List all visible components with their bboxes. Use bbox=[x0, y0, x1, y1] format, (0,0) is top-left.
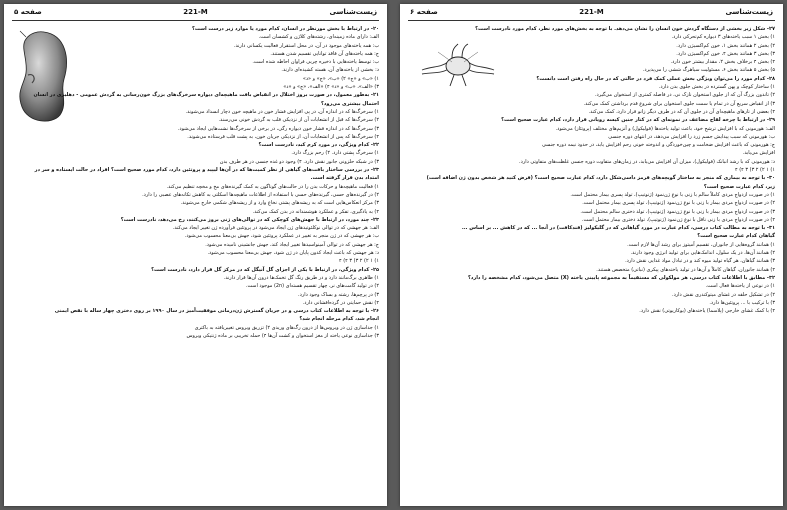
option-line: ۴) بعضی از تارهای ماهیچه‌ای آن در جلوی آن که در طرف دیگر زانو قرار دارد، کمک می‌کند. bbox=[588, 108, 775, 115]
option-line: ۱) در نوعی از یاخته‌ها فعال است. bbox=[705, 283, 775, 290]
question-line: ۳۱- با توجه به مطالب کتاب درسی، کدام عبارت در مورد گیاهانی که در گلیکولیز (قند‌کافت) در آنجا ... که در کاهش ... بر اساس ... bbox=[461, 225, 775, 232]
question-line: انجام شد، کدام مرحله انجام شد؟ bbox=[299, 316, 379, 323]
header-rule bbox=[408, 20, 775, 21]
question-line: ۲۴- چند مورد، در ارتباط با جهش‌های کوچکی که در توالی‌های ژنی بروز می‌کنند، رخ می‌دهد، نادرست است؟ bbox=[120, 216, 379, 223]
option-line: ۲) سرخرگ‌ها که قبل از انشعابات آن از نزدیکی قلب به گردش خونی می‌رسند. bbox=[218, 117, 379, 124]
option-line: د: هورمونی که با رشد انبانک (فولیکول)، میزان آن افزایش می‌یابد، در زمان‌های متفاوت دوره جنسی غلظت‌های متفاوتی دارد. bbox=[519, 158, 775, 165]
option-line: ۱) فعالیت ماهیچه‌ها و حرکات بدن را در حالت‌های گوناگون به کمک گیرنده‌های مخ و مخچه تنظیم می‌کند. bbox=[166, 183, 379, 190]
option-line: ۳) «الف»، «ب» و «د» ۴) «الف»، «ج» و «د» bbox=[283, 84, 379, 91]
option-line: د: هر جهشی که باعث ایجاد کدون پایان در ژن شود، جهش بی‌معنا محسوب می‌شود. bbox=[207, 250, 379, 257]
option-line: ۱) در صورت ازدواج مردی کاملاً سالم با زنی با نوع ژن‌نمود (ژنوتیپ)، تولد پسری بیمار محتمل است. bbox=[570, 191, 775, 198]
option-line: ۳) در صورت ازدواج مردی بیمار با زنی با نوع ژن‌نمود (ژنوتیپ)، تولد دختری سالم محتمل است. bbox=[580, 208, 775, 215]
question-line: ۳۲- مطابق با اطلاعات کتاب درسی، هر مولکولی که مستقیماً به مجموعه پایینی یاخته (X) متصل می‌شود، کدام مشخصه را دارد؟ bbox=[467, 274, 775, 281]
option-line: ۲) همانند آن‌ها، در یک سلول، اندامک‌هایی برای تولید انرژی وجود دارند. bbox=[630, 250, 775, 257]
option-line: ۲) تاندون بزرگ آن که از جلوی استخوان نازک نی، در فاصله کمتری از استخوان می‌گیرد. bbox=[594, 92, 775, 99]
option-line: ۱) سرخرگ پشتی دارد. ۲) رحم بزرگ دارد. bbox=[291, 150, 379, 157]
option-line: ج: هر جهشی که در توالی آمینواسیدها تغییر ایجاد کند، جهش جانشینی نامیده می‌شود. bbox=[205, 241, 379, 248]
option-line: ج: هورمونی که باعث افزایش ضخامت و چین‌خوردگی و اندوخته خونی رحم افزایش یابد، در حدود نیمه دوره جنسی bbox=[541, 142, 775, 149]
option-line: الف: دارای ماده زمینه‌ای، رشته‌های کلاژن و کشسان است. bbox=[258, 34, 379, 41]
option-line: ۳) سرخرگ‌ها که در اندازه فشار خون دیواره رگی، در برخی از سرخرگ‌ها نشت‌هایی ایجاد می‌شود. bbox=[177, 125, 379, 132]
option-line: ۱) همانند گروه‌هایی از جانوران، تقسیم آمیتوز برای رشد آن‌ها لازم است. bbox=[627, 241, 775, 248]
option-line: ۴) در صورت ازدواج مردی با زنی ناقل با نوع ژن‌نمود (ژنوتیپ)، تولد دختری بیمار محتمل است. bbox=[581, 216, 775, 223]
option-line: د: بخشی از یاخته‌های آن، هسته کشیده‌ای دارند. bbox=[281, 67, 379, 74]
option-line: ۲) در تولید گامت‌های نر، چهار تقسیم هسته‌ای (2n) موجود است. bbox=[245, 283, 379, 290]
page-number: صفحه ۶ bbox=[410, 8, 438, 16]
exam-page-left bbox=[4, 4, 387, 506]
question-line: ۲۳- در بررسی ساختار بافت‌های گیاهی از نظر کمیت‌ها که در آن‌ها لیپید و پروتئین دارد، کدام مورد صحیح است؟ افراد در حالت ایستاده و سر در bbox=[34, 167, 379, 174]
page-number: صفحه ۵ bbox=[14, 8, 42, 16]
question-list-right bbox=[408, 25, 775, 502]
option-line: ۳) جداسازی نوعی یاخته از مغز استخوان و کشت آن‌ها ۴) حمله تخریبی بر ماده ژنتیکی ویروس bbox=[186, 332, 379, 339]
subject-title: زیست‌شناسی bbox=[329, 8, 377, 16]
question-line: گیاهان کدام عبارت صحیح است؟ bbox=[697, 233, 775, 240]
exam-code: 221-M bbox=[579, 8, 604, 16]
question-line: احتمال بیشتری می‌رود؟ bbox=[320, 100, 379, 107]
option-line: ۱) ۱ ۲) ۲ ۳) ۳ ۴) ۴ bbox=[339, 258, 379, 265]
option-line: ۱) «ب» و «ج» ۲) «ب»، «ج» و «د» bbox=[302, 75, 379, 82]
option-line: ۳) در شبکه حلزونی جانور نقش دارد. ۴) وجود دو غده جنسی در هر طرف بدن bbox=[219, 158, 379, 165]
option-line: ۲) در گیرنده‌های حسی، گیرنده‌های حسی با استفاده از اطلاعات ماهیچه‌ها اسکلتی به کاهش تکانه‌های عصبی را دارد. bbox=[142, 191, 379, 198]
option-line: ۱) جداسازی ژن در ویروس‌ها از درون رگ‌های وریدی ۲) تزریق ویروس تغییریافته به باکتری bbox=[194, 324, 379, 331]
question-line: ۳۰- با توجه به بیماری که منجر به ساختار گویچه‌های قرمز داسی‌شکل دارد، کدام عبارت صحیح است؟ (فرض کنید هر شخص بدون ژن اضافه است) bbox=[426, 175, 775, 182]
option-line: ۲) بخش ۲ همانند بخش ۱، خون کم‌اکسیژن دارد. bbox=[676, 42, 775, 49]
option-line: الف: هورمونی که با افزایش ترشح خود، باعث تولید یاخته‌ها (فولیکول) و آنزیم‌های مختلف (پروتئاز) می‌شود. bbox=[555, 125, 775, 132]
option-line: ب: توسط یاخته‌هایی با ذخیره چربی فراوان احاطه شده است. bbox=[252, 59, 379, 66]
option-line: ب: هورمونی که سبب پیدایش جسم زرد را افزایش می‌دهد، در انتهای دوره جنسی bbox=[608, 133, 775, 140]
option-line: ۲) در صورت ازدواج مردی بیمار با زنی با نوع ژن‌نمود (ژنوتیپ)، تولد پسری بیمار محتمل است. bbox=[582, 200, 775, 207]
option-line: ۳) بخش ۳ همانند بخش ۴، خون کم‌اکسیژن دارد. bbox=[676, 50, 775, 57]
option-line: ۴) سرخرگ‌ها که پس از انشعابات آن، از نزدیکی جریان خون، به پشت قلب فرستاده می‌شوند. bbox=[187, 133, 379, 140]
subject-title: زیست‌شناسی bbox=[725, 8, 773, 16]
page-header bbox=[408, 7, 775, 21]
option-line: ۴) همانند جانوران، گیاهان کاملاً و آن‌ها در تولید یاخته‌های پیکری (نباتی) متخصص هستند. bbox=[596, 266, 775, 273]
option-line: ۴) با کمک غشای خارجی (پلاسما) یاخته‌های (یوکاریوتی) نقش دارد. bbox=[639, 308, 775, 315]
option-line: ۱) بخش ۱ سبب یاخته‌های ۳ دیواره کم‌تحرکی دارد. bbox=[671, 34, 775, 41]
question-line: ۲۰- در ارتباط با بخش مورنظر در انسان، کدام مورد یا موارد زیر درست است؟ bbox=[192, 26, 379, 32]
option-line: ۱) ساختار کوچک و پهن گسترده در بخش جلوی بدن دارد. bbox=[658, 84, 775, 91]
option-line: ۳) در پرچم‌ها، رشته و بساک وجود دارد. bbox=[298, 291, 379, 298]
page-header bbox=[12, 7, 379, 21]
question-line: ۲۶- با توجه به اطلاعات کتاب درسی و در جریان گسترش ژن‌درمانی موفقیت‌آمیز در سال ۱۹۹۰ بر روی دختری چهار ساله با نقص ایمنی bbox=[54, 308, 379, 315]
option-line: ۱) سرخرگ‌ها که در اندازه آن، در پی افزایش فشار خون در ماهیچه خون دچار انسداد می‌شوند. bbox=[185, 108, 379, 115]
option-line: ۴) به یادگیری، تفکر و عملکرد هوشمندانه در بدن کمک می‌کند. bbox=[252, 208, 379, 215]
option-line: ۵) بخش ۵ همانند بخش ۶، مسئولیت سیاهرگ ششی را می‌پذیرد. bbox=[642, 67, 775, 74]
exam-code: 221-M bbox=[183, 8, 208, 16]
option-line: ۲) در تشکیل حلقه در غشای میتوکندری نقش دارد. bbox=[672, 291, 775, 298]
option-line: ۳) از انقباض سریع آن در تمام یا سمت جلوی استخوان برای شروع قدم برداشتن کمک می‌کند. bbox=[583, 100, 775, 107]
question-line: امتداد بدن قرار گرفته است. bbox=[310, 175, 379, 182]
option-line: افزایش می‌یابد. bbox=[742, 150, 775, 157]
option-line: ۳) همانند گیاهان، هر گیاه تولید میوه کند و در تبادل مواد غذایی نقش دارد. bbox=[625, 258, 775, 265]
exam-page-right bbox=[400, 4, 783, 506]
header-rule bbox=[12, 20, 379, 21]
question-list-left bbox=[12, 25, 379, 502]
option-line: ب: هر جهشی که در ژن منجر به تغییر در عملکرد پروتئین شود، جهش بی‌معنا محسوب می‌شود. bbox=[184, 233, 379, 240]
option-line: ۴) بخش ۴ برخلاف بخش ۲، مقدار بیشتر خون دارد. bbox=[670, 59, 775, 66]
option-line: ۴) نقش حمایتی در گرده‌افشانی دارد. bbox=[302, 299, 379, 306]
option-line: ۱) ظاهری برگ‌مانند دارد و در طریق رنگ گل تخمک‌ها درون آن‌ها قرار دارند. bbox=[223, 274, 379, 281]
question-line: ۲۱- به‌طور معمول، در صورت بروز اختلال در انقباض بافت ماهیچه‌ای دیواره سرخرگ‌های بزرگ خون‌رسانی به گردش عمومی - دهلیزی در انسان bbox=[33, 92, 379, 99]
option-line: ۱) ۱ ۲) ۲ ۳) ۳ ۴) ۴ bbox=[735, 167, 775, 174]
question-line: ۲۷- شکل زیر بخشی از دستگاه گردش خون انسان را نشان می‌دهد. با توجه به بخش‌های مورد نظر، کدام مورد نادرست است؟ bbox=[475, 26, 775, 32]
question-line: ۲۲- کدام ویژگی، در مورد کرم کبد، نادرست است؟ bbox=[258, 142, 379, 149]
option-line: ب: همه یاخته‌های موجود در آن، در محل استقرار فعالیت یکسانی دارند. bbox=[233, 42, 379, 49]
option-line: الف: هر جهشی که در توالی نوکلئوتیدهای ژن ایجاد می‌شود در پروتئین فرآورده ژن تغییر ایجاد می‌کند. bbox=[172, 225, 379, 232]
question-line: ۲۵- کدام ویژگی، در ارتباط با یکی از اجزای گل آنیگل که در مرکز گل قرار دارد، نادرست است؟ bbox=[151, 266, 379, 273]
option-line: ۳) با ترکیب با ... پروتئین‌ها دارد. bbox=[709, 299, 775, 306]
question-line: زیر، کدام عبارت صحیح است؟ bbox=[703, 183, 775, 190]
option-line: ۳) مرکز انعکاس‌هایی است که به ریشه‌های پشتی نخاع وارد و از ریشه‌های شکمی خارج می‌شوند. bbox=[180, 200, 379, 207]
option-line: ج: همه یاخته‌های آن فاقد توانایی تقسیم شدن هستند. bbox=[270, 50, 379, 57]
question-line: ۲۹- در ارتباط با چرخه لقاح مضاعف در نمونه‌ای که در کنار جنین کیسه رویانی قرار دارد، کدام عبارت صحیح است؟ bbox=[501, 117, 775, 124]
question-line: ۲۸- کدام مورد را می‌توان ویژگی بخش عملی کمک فرد در حالتی که در حال راه رفتن است دانست؟ bbox=[536, 75, 775, 82]
